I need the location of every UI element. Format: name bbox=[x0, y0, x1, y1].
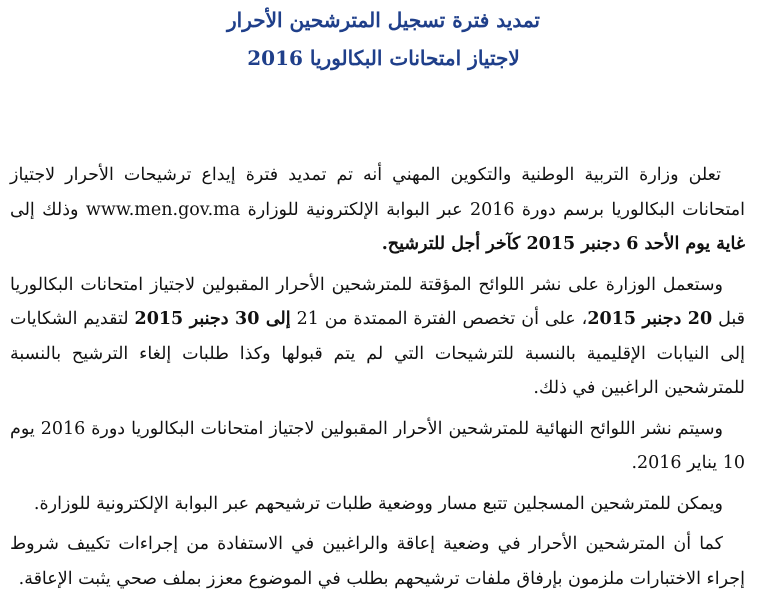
complaints-period-end: إلى 30 دجنبر 2015 bbox=[134, 309, 291, 329]
provisional-list-date: 20 دجنبر 2015 bbox=[587, 309, 713, 329]
page-title-line-2: لاجتياز امتحانات البكالوريا 2016 bbox=[247, 46, 520, 70]
page-title-line-1: تمديد فترة تسجيل المترشحين الأحرار bbox=[227, 8, 540, 32]
paragraph-provisional-lists bbox=[10, 268, 745, 406]
ministry-website-url: www.men.gov.ma bbox=[85, 199, 241, 220]
paragraph-1-text-a: تعلن وزارة التربية الوطنية والتكوين المهني أنه تم تمديد فترة إيداع ترشيحات الأحرار لاجتياز امتحانات البكالوريا برسم دورة 2016 عبر البوابة الإلكترونية للوزارة bbox=[10, 165, 746, 220]
paragraph-tracking: ويمكن للمترشحين المسجلين تتبع مسار ووضعية طلبات ترشيحهم عبر البوابة الإلكترونية للوزارة. bbox=[33, 493, 723, 514]
paragraph-registration-extension bbox=[10, 158, 745, 262]
paragraph-1-text-b: وذلك إلى bbox=[10, 199, 86, 220]
paragraph-final-lists: وسيتم نشر اللوائح النهائية للمترشحين الأحرار المقبولين لاجتياز امتحانات البكالوريا دورة 2016 يوم 10 يناير 2016. bbox=[10, 418, 745, 473]
paragraph-2-text-b: ، على أن تخصص الفترة الممتدة من 21 bbox=[290, 309, 588, 329]
announcement-body bbox=[10, 158, 745, 602]
paragraph-disability-accommodation: كما أن المترشحين الأحرار في وضعية إعاقة والراغبين في الاستفادة من إجراءات تكييف شروط إجراء الاختبارات ملزمون بإرفاق ملفات ترشيحهم بطلب في الموضوع معزز بملف صحي يثبت الإعاقة. bbox=[10, 534, 745, 589]
paragraph-2-text-a: وستعمل الوزارة على نشر اللوائح المؤقتة للمترشحين الأحرار المقبولين لاجتياز امتحانات البكالوريا قبل bbox=[10, 274, 745, 329]
registration-deadline: غاية يوم الأحد 6 دجنبر 2015 كآخر أجل للترشيح. bbox=[381, 234, 745, 254]
paragraph-2-text-c: لتقديم الشكايات إلى النيابات الإقليمية بالنسبة للترشيحات التي لم يتم قبولها وكذا طلبات إلغاء الترشيح بالنسبة للمترشحين الراغبين في ذلك. bbox=[10, 309, 745, 398]
